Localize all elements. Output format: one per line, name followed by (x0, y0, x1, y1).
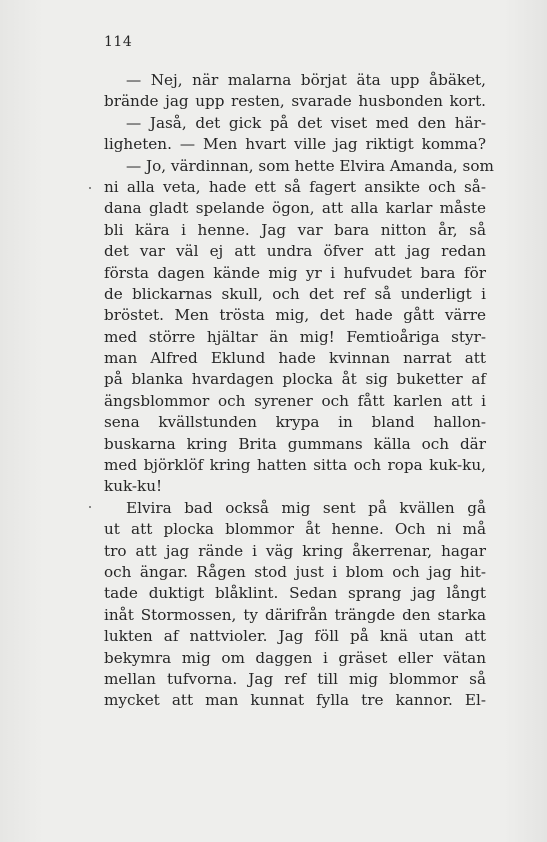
text-line: dana gladt spelande ögon, att alla karlar måste (104, 199, 486, 218)
text-line: bröstet. Men trösta mig, det hade gått värre (104, 306, 486, 325)
text-line: de blickarnas skull, och det ref så underligt i (104, 284, 486, 303)
text-line: bekymra mig om daggen i gräset eller vätan (104, 648, 486, 667)
text-line: buskarna kring Brita gummans källa och där (104, 434, 486, 453)
body-text (104, 70, 494, 712)
text-line: ni alla veta, hade ett så fagert ansikte och så- (104, 177, 486, 196)
text-line: mycket att man kunnat fylla tre kannor. El- (104, 691, 486, 710)
text-line: ligheten. — Men hvart ville jag riktigt komma? (104, 135, 486, 154)
text-line: kuk-ku! (104, 477, 163, 496)
text-line: med björklöf kring hatten sitta och ropa kuk-ku, (104, 456, 486, 475)
text-line: — Jaså, det gick på det viset med den här- (126, 113, 486, 132)
text-line: och ängar. Rågen stod just i blom och jag hit- (104, 562, 486, 581)
text-line: det var väl ej att undra öfver att jag redan (104, 242, 486, 261)
text-line: tade duktigt blåklint. Sedan sprang jag långt (104, 584, 486, 603)
text-line: på blanka hvardagen plocka åt sig buketter af (104, 370, 486, 389)
text-line: sena kvällstunden krypa in bland hallon- (104, 413, 486, 432)
text-line: lukten af nattvioler. Jag föll på knä utan att (104, 627, 486, 646)
text-line: ängsblommor och syrener och fått karlen att i (104, 391, 486, 410)
text-line: med större hjältar än mig! Femtioåriga styr- (104, 327, 486, 346)
text-line: mellan tufvorna. Jag ref till mig blommor så (104, 669, 486, 688)
text-line: man Alfred Eklund hade kvinnan narrat att (104, 349, 486, 368)
text-line: inåt Stormossen, ty därifrån trängde den starka (104, 605, 486, 624)
print-speck (89, 506, 91, 508)
text-line: första dagen kände mig yr i hufvudet bara för (104, 263, 486, 282)
text-line: tro att jag rände i väg kring åkerrenar, hagar (104, 541, 486, 560)
text-line: brände jag upp resten, svarade husbonden kort. (104, 92, 486, 111)
text-line: ut att plocka blommor åt henne. Och ni må (104, 520, 486, 539)
text-line: Elvira bad också mig sent på kvällen gå (126, 498, 486, 517)
text-line: bli kära i henne. Jag var bara nitton år, så (104, 220, 486, 239)
page-number: 114 (104, 34, 133, 50)
text-line: — Jo, värdinnan, som hette Elvira Amanda, som (126, 156, 494, 175)
text-line: — Nej, när malarna börjat äta upp åbäket, (126, 71, 486, 89)
print-speck (89, 187, 91, 189)
